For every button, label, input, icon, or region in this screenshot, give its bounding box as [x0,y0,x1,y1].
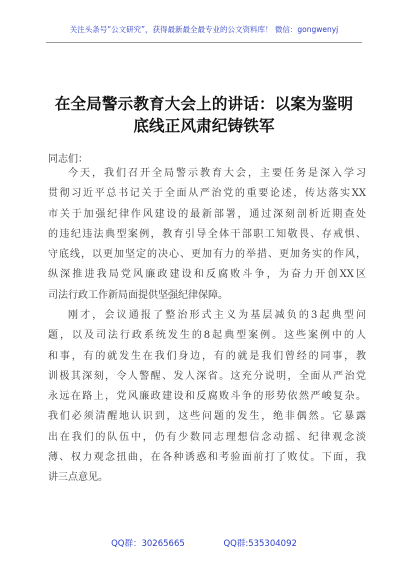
paragraph-2-line: 出在我们的队伍中，仍有少数同志理想信念动摇、纪律观念淡 [48,431,366,443]
footer-qq-group-2: QQ群:535304092 [223,539,297,549]
paragraph-2-line: 题，以及司法行政系统发生的8起典型案例。这些案例中的人 [48,330,366,342]
paragraph-1-line: 贯彻习近平总书记关于全面从严治党的重要论述，传达落实XX [48,188,366,200]
document-title-line-2: 底线正风肃纪铸铁军 [133,117,275,135]
paragraph-1-line: 守底线，以更加坚定的决心、更加有力的举措、更加务实的作风， [48,249,366,261]
paragraph-1 [48,164,366,306]
header-banner: 关注头条号“公文研究”，获得最新最全最专业的公文资料库！ 微信：gongwenyj [69,25,339,34]
paragraph-1-line: 司法行政工作新局面提供坚强纪律保障。 [48,289,228,301]
paragraph-2-line: 刚才，会议通报了整治形式主义为基层减负的3起典型问 [68,310,366,321]
paragraph-2-line: 薄、权力观念扭曲，在各种诱惑和考验面前打了败仗。下面，我 [48,452,366,464]
paragraph-2-line: 和事，有的就发生在我们身边，有的就是我们曾经的同事，教 [48,350,366,362]
paragraph-2-line: 我们必须清醒地认识到，这些问题的发生，绝非偶然。它暴露 [48,411,366,423]
paragraph-2 [48,306,366,489]
paragraph-2-line: 训极其深刻，令人警醒、发人深省。这充分说明，全面从严治党 [48,370,366,382]
header-divider [46,42,362,43]
paragraph-1-line: 纵深推进我局党风廉政建设和反腐败斗争，为奋力开创XX区 [48,269,366,281]
salutation: 同志们： [48,154,88,165]
footer [0,537,408,549]
paragraph-2-line: 讲三点意见。 [48,472,108,484]
paragraph-1-line: 市关于加强纪律作风建设的最新部署，通过深刻剖析近期查处 [48,208,366,220]
footer-qq-group-1: QQ群：30265665 [111,539,185,549]
paragraph-1-line: 今天，我们召开全局警示教育大会，主要任务是深入学习 [68,168,366,179]
paragraph-2-line: 永远在路上，党风廉政建设和反腐败斗争的形势依然严峻复杂。 [48,391,366,403]
document-title-line-1: 在全局警示教育大会上的讲话：以案为鉴明 [54,95,354,113]
paragraph-1-line: 的违纪违法典型案例，教育引导全体干部职工知敬畏、存戒惧、 [48,228,366,240]
